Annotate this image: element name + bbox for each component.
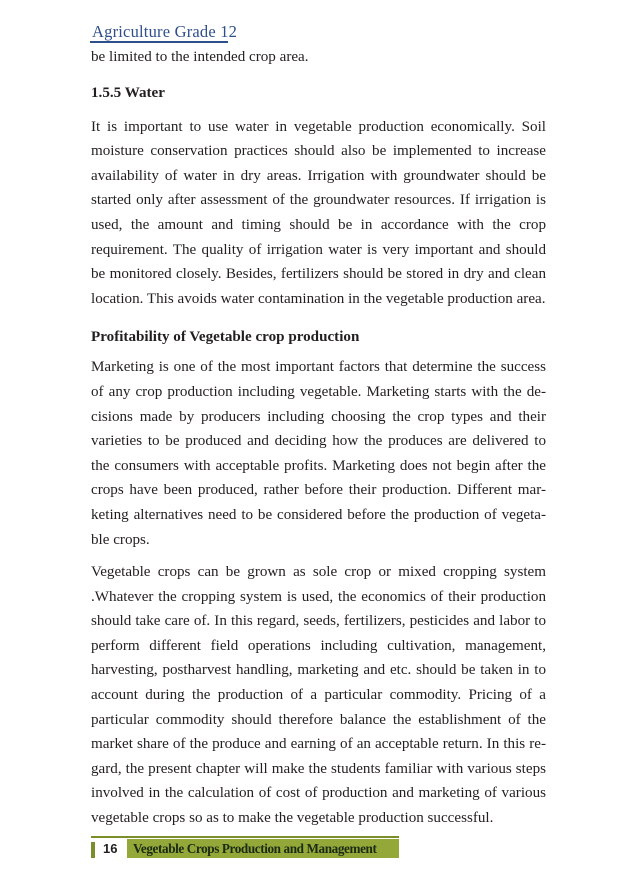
intro-line: be limited to the intended crop area.	[91, 49, 309, 65]
section-heading-profitability: Profitability of Vegetable crop production	[91, 329, 360, 346]
profitability-paragraph-2: Vegetable crops can be grown as sole crop or mixed cropping system .Whatever the cropping system is used, the economics of their production should take care of. In this regard, seeds, fertilizers, pesticides and labor to perform different field operations including cultivation, management, harvesting, postharvest handling, marketing and etc. should be taken in to account during the production of a particular commodity. Pricing of a particular commodity should therefore balance the establishment of the market share of the produce and earning of an acceptable return. In this re-gard, the present chapter will make the students familiar with various steps involved in the calculation of cost of production and marketing of various vegetable crops so as to make the vegetable production successful.	[91, 564, 546, 827]
page-number: 16	[103, 841, 118, 856]
profitability-paragraph-1: Marketing is one of the most important factors that determine the success of any crop production including vegetable. Marketing starts with the de-cisions made by producers including choosing the crop types and their varieties to be produced and deciding how the produces are delivered to the consumers with acceptable profits. Marketing does not begin after the crops have been produced, rather before their production. Different mar-keting alternatives need to be considered before the production of vegeta-ble crops.	[91, 359, 546, 548]
page-footer	[91, 836, 401, 858]
running-header: Agriculture Grade 12	[92, 22, 238, 41]
page-body	[91, 45, 546, 831]
footer-bracket	[91, 842, 95, 858]
water-paragraph: It is important to use water in vegetable production economically. Soil moisture conservation practices should also be implemented to increase availability of water in dry areas. Irrigation with groundwater should be started only after assessment of the groundwater resources. If irrigation is used, the amount and timing should be in accordance with the crop requirement. The quality of irrigation water is very important and should be monitored closely. Besides, fertilizers should be stored in dry and clean location. This avoids water contamination in the vegetable production area.	[91, 118, 546, 307]
header-rule	[90, 41, 228, 43]
footer-book-title: Vegetable Crops Production and Management	[127, 839, 399, 858]
footer-rule	[91, 836, 399, 838]
section-heading-water: 1.5.5 Water	[91, 84, 165, 101]
